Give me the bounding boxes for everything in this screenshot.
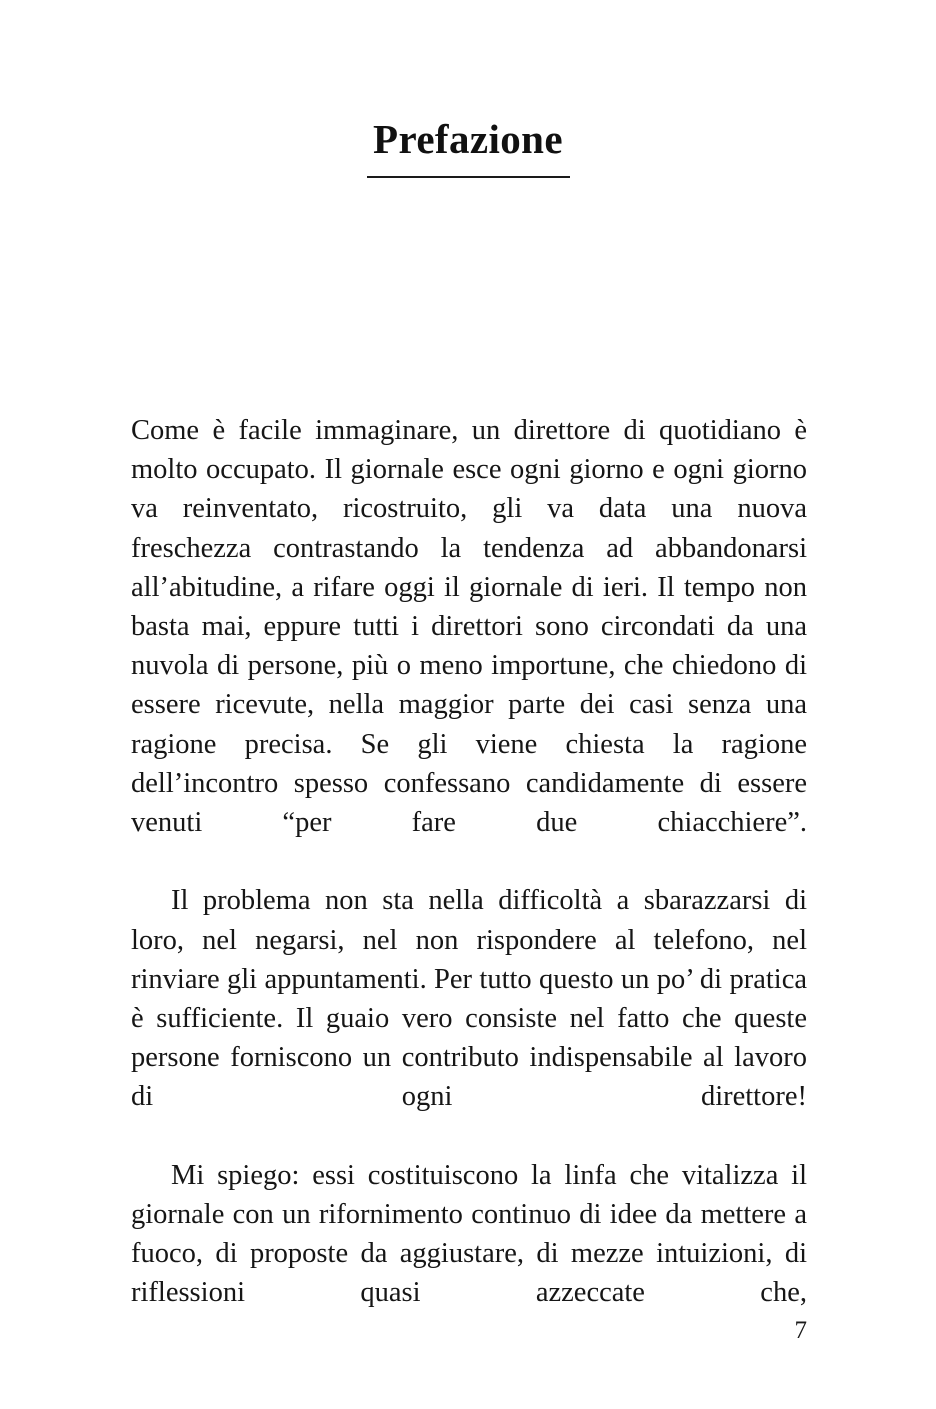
paragraph-1: Come è facile immaginare, un direttore di quotidiano è molto occupato. Il giornale esce ogni giorno e ogni giorno va reinventato, ricostruito, gli va data una nuova freschezza contrastando la tendenza ad abbandonarsi all’abitudine, a rifare oggi il giornale di ieri. Il tempo non basta mai, eppure tutti i direttori sono circondati da una nuvola di persone, più o meno importune, che chiedono di essere ricevute, nella maggior parte dei casi senza una ragione precisa. Se gli viene chiesta la ragione dell’incontro spesso confessano candidamente di essere venuti “per fare due chiacchiere”. xyxy=(131,415,807,839)
page-title: Prefazione xyxy=(373,116,563,162)
chapter-header xyxy=(0,117,936,178)
page-number: 7 xyxy=(794,1317,807,1344)
title-divider xyxy=(367,176,570,178)
body-text-block xyxy=(131,411,807,1352)
paragraph-2: Il problema non sta nella difficoltà a sbarazzarsi di loro, nel negarsi, nel non rispondere al telefono, nel rinviare gli appuntamenti. Per tutto questo un po’ di pratica è sufficiente. Il guaio vero consiste nel fatto che queste persone forniscono un contributo indispensabile al lavoro di ogni direttore! xyxy=(131,885,807,1113)
paragraph-3: Mi spiego: essi costituiscono la linfa che vitalizza il giornale con un rifornimento continuo di idee da mettere a fuoco, di proposte da aggiustare, di mezze intuizioni, di riflessioni quasi azzeccate che, xyxy=(131,1159,807,1309)
